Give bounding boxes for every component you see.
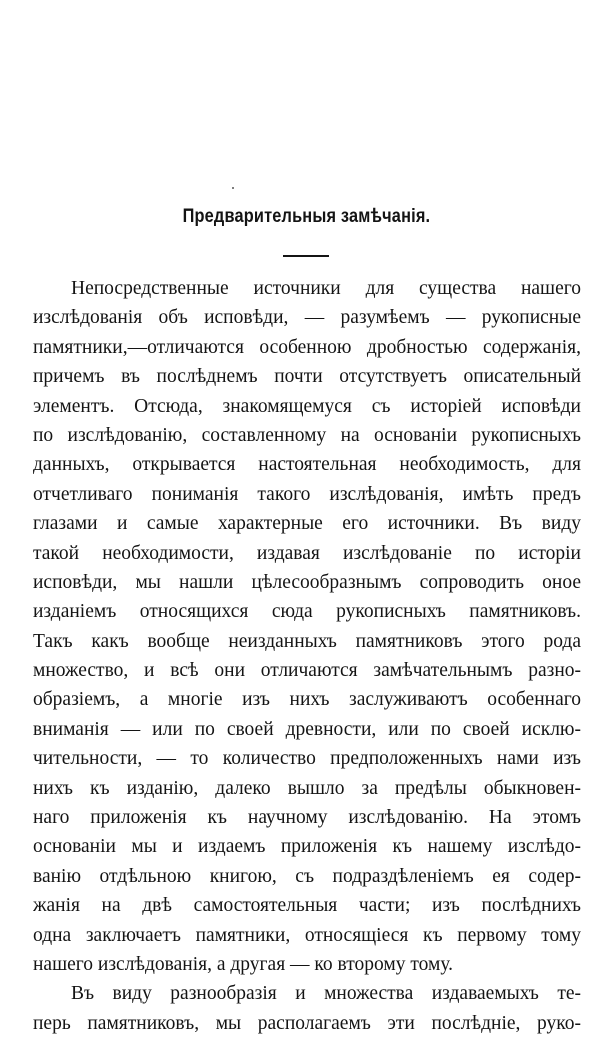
text-line: такой необходимости, издавая изслѣдованіе по исторіи	[33, 542, 581, 564]
text-line: основаніи мы и издаемъ приложенія къ нашему изслѣдо-	[33, 836, 581, 858]
text-line: исповѣди, мы нашли цѣлесообразнымъ сопроводить оное	[33, 571, 581, 593]
body-text	[33, 274, 581, 1038]
text-line: жанія на двѣ самостоятельныя части; изъ послѣднихъ	[33, 895, 581, 917]
text-line: глазами и самые характерные его источники. Въ виду	[33, 513, 581, 535]
text-line: Непосредственные источники для существа нашего	[71, 278, 581, 299]
text-line: причемъ въ послѣднемъ почти отсутствуетъ описательный	[33, 366, 581, 388]
text-line: Такъ какъ вообще неизданныхъ памятниковъ этого рода	[33, 630, 581, 652]
text-line: Въ виду разнообразія и множества издаваемыхъ те-	[71, 983, 581, 1005]
text-line: памятники,—отличаются особенною дробностью содержанія,	[33, 336, 581, 358]
text-line: ванію отдѣльною книгою, съ подраздѣленіемъ ея содер-	[33, 865, 581, 887]
text-line: элементъ. Отсюда, знакомящемуся съ исторiей исповѣди	[33, 395, 581, 417]
text-line: нихъ къ изданію, далеко вышло за предѣлы обыкновен-	[33, 777, 581, 799]
page-title: Предварительныя замѣчанія.	[182, 206, 431, 227]
text-line: данныхъ, открывается настоятельная необходимость, для	[33, 454, 581, 476]
text-line: одна заключаетъ памятники, относящіеся къ первому тому	[33, 924, 581, 946]
text-line: наго приложенія къ научному изслѣдованію. На этомъ	[33, 807, 581, 829]
text-line: вниманія — или по своей древности, или по своей исклю-	[33, 718, 581, 740]
title-rule	[283, 255, 329, 257]
text-line: нашего изслѣдованія, а другая — ко второму тому.	[33, 953, 454, 975]
paragraph	[33, 979, 581, 1038]
text-line: перь памятниковъ, мы располагаемъ эти послѣдніе, руко-	[33, 1012, 581, 1034]
text-line: по изслѣдованію, составленному на основаніи рукописныхъ	[33, 424, 581, 446]
print-speck	[232, 187, 234, 189]
text-line: множество, и всѣ они отличаются замѣчательнымъ разно-	[33, 660, 581, 682]
text-line: чительности, — то количество предположенныхъ нами изъ	[33, 748, 581, 770]
text-line: изданіемъ относящихся сюда рукописныхъ памятниковъ.	[33, 601, 581, 623]
text-line: изслѣдованія объ исповѣди, — разумѣемъ — рукописные	[33, 307, 581, 329]
text-line: отчетливаго пониманія такого изслѣдованія, имѣть предъ	[33, 483, 581, 505]
text-line: образіемъ, а многіе изъ нихъ заслуживаютъ особеннаго	[33, 689, 581, 711]
paragraph	[33, 274, 581, 979]
